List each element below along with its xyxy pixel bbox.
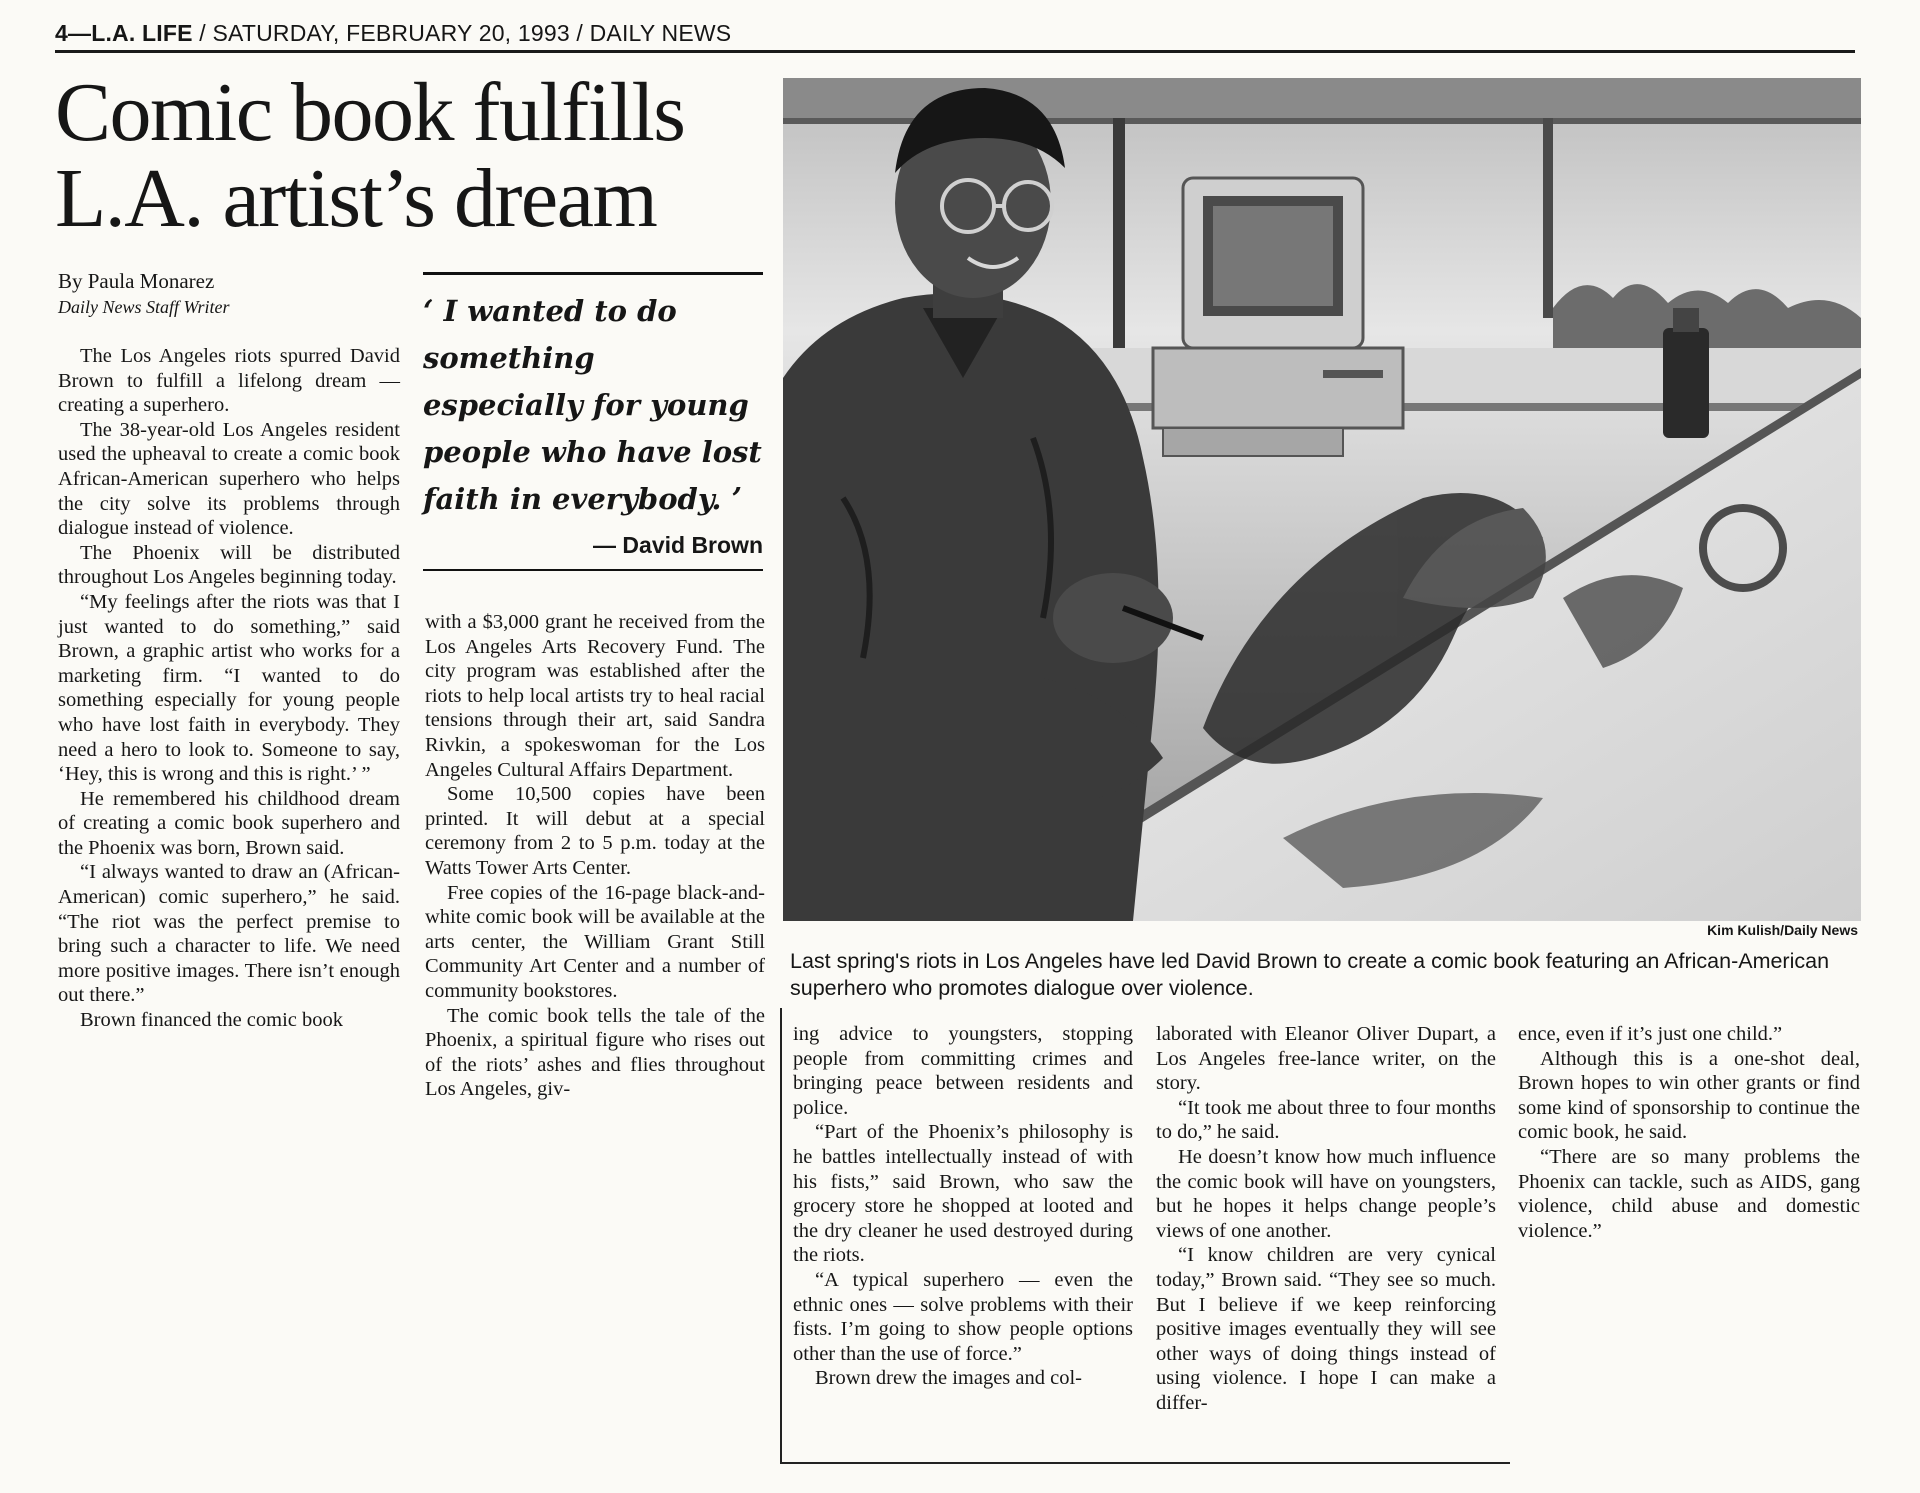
paragraph: “It took me about three to four months to do,” he said. [1156, 1096, 1496, 1144]
paragraph: “I always wanted to draw an (African-American) comic superhero,” he said. “The riot was the perfect premise to bring such a character to life. We need more positive images. There isn’t enough out there.” [58, 861, 400, 1007]
story-column-3 [793, 1022, 1133, 1391]
paragraph: “My feelings after the riots was that I just wanted to do something,” said Brown, a graphic artist who works for a marketing firm. “I wanted to do something especially for young people who have lost faith in everybody. They need a hero to look to. Someone to say, ‘Hey, this is wrong and this is right.’ ” [58, 590, 400, 786]
header-rule [55, 50, 1855, 53]
story-box-bottom-rule [780, 1462, 1510, 1464]
page-number: 4 [55, 20, 68, 46]
paragraph: with a $3,000 grant he received from the Los Angeles Arts Recovery Fund. The city program was established after the riots to help local artists try to heal racial tensions through their art, said Sandra Rivkin, a spokeswoman for the Los Angeles Cultural Affairs Department. [425, 611, 765, 781]
story-column-1 [58, 344, 400, 1033]
story-column-5 [1518, 1022, 1860, 1243]
story-column-4 [1156, 1022, 1496, 1416]
byline [58, 268, 230, 320]
paragraph: “There are so many problems the Phoenix can tackle, such as AIDS, gang violence, child abuse and domestic violence.” [1518, 1145, 1860, 1242]
photo-david-brown-drawing [783, 78, 1861, 921]
paragraph: The Phoenix will be distributed throughout Los Angeles beginning today. [58, 541, 400, 589]
byline-author: By Paula Monarez [58, 269, 215, 293]
pull-quote-attribution: — David Brown [593, 532, 763, 558]
photo-caption: Last spring's riots in Los Angeles have led David Brown to create a comic book featuring an African-American superhero who promotes dialogue over violence. [790, 949, 1830, 1000]
paragraph: Brown drew the images and col- [815, 1367, 1082, 1390]
running-head: 4—L.A. LIFE / SATURDAY, FEBRUARY 20, 1993 / DAILY NEWS [55, 20, 732, 46]
paragraph: ence, even if it’s just one child.” [1518, 1023, 1783, 1045]
paragraph: The comic book tells the tale of the Phoenix, a spiritual figure who rises out of the riots’ ashes and flies throughout Los Angeles, giv- [425, 1004, 765, 1101]
story-column-2 [425, 610, 765, 1102]
pull-quote-rule [423, 272, 763, 275]
headline-line-2: L.A. artist’s dream [55, 152, 657, 245]
paragraph: He doesn’t know how much influence the comic book will have on youngsters, but he hopes it helps change people’s views of one another. [1156, 1145, 1496, 1242]
photo-credit: Kim Kulish/Daily News [1707, 922, 1858, 938]
paragraph: The 38-year-old Los Angeles resident used the upheaval to create a comic book African-American superhero who helps the city solve its problems through dialogue instead of violence. [58, 418, 400, 540]
pull-quote [423, 288, 763, 523]
issue-date: SATURDAY, FEBRUARY 20, 1993 [212, 20, 570, 46]
paragraph: Although this is a one-shot deal, Brown hopes to win other grants or find some kind of sponsorship to continue the comic book, he said. [1518, 1047, 1860, 1144]
headline [55, 66, 755, 245]
headline-line-1: Comic book fulfills [55, 66, 685, 159]
story-box-left-rule [780, 1008, 782, 1463]
paragraph: “I know children are very cynical today,” Brown said. “They see so much. But I believe if we keep reinforcing positive images eventually they will see other ways of doing things instead of using violence. I hope I can make a differ- [1156, 1244, 1496, 1414]
pull-quote-text: I wanted to do something especially for young people who have lost faith in everybody. [423, 294, 762, 516]
open-quote-mark: ‘ [423, 294, 434, 329]
byline-role: Daily News Staff Writer [58, 297, 230, 317]
paragraph: Free copies of the 16-page black-and-white comic book will be available at the arts center, the William Grant Still Community Art Center and a number of community bookstores. [425, 881, 765, 1002]
paper-name: DAILY NEWS [589, 20, 732, 46]
paragraph: The Los Angeles riots spurred David Brown to fulfill a lifelong dream — creating a superhero. [58, 345, 400, 417]
close-quote-mark: ’ [731, 482, 743, 517]
paragraph: Some 10,500 copies have been printed. It will debut at a special ceremony from 2 to 5 p.m. today at the Watts Tower Arts Center. [425, 783, 765, 879]
section-name: L.A. LIFE [91, 20, 193, 46]
paragraph: He remembered his childhood dream of creating a comic book superhero and the Phoenix was born, Brown said. [58, 787, 400, 859]
paragraph: “A typical superhero — even the ethnic ones — solve problems with their fists. I’m going to show people options other than the use of force.” [793, 1268, 1133, 1365]
paragraph: ing advice to youngsters, stopping people from committing crimes and bringing peace between residents and police. [793, 1023, 1133, 1119]
paragraph: “Part of the Phoenix’s philosophy is he battles intellectually instead of with his fists,” said Brown, who saw the grocery store he shopped at looted and the dry cleaner he used destroyed during the riots. [793, 1121, 1133, 1267]
paragraph: Brown financed the comic book [80, 1009, 344, 1032]
pull-quote-bottom-rule [423, 569, 763, 571]
paragraph: laborated with Eleanor Oliver Dupart, a Los Angeles free-lance writer, on the story. [1156, 1023, 1496, 1095]
